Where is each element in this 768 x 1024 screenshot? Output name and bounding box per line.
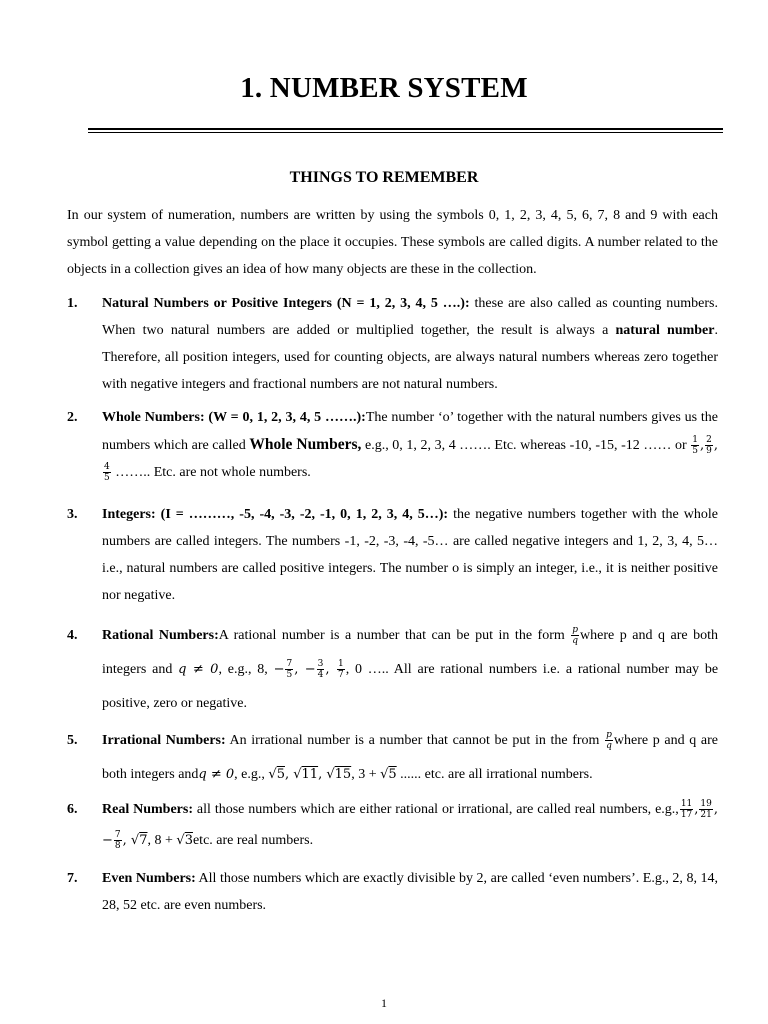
- item-text: , 3 +: [351, 767, 381, 782]
- list-item-whole-numbers: [67, 404, 718, 486]
- item-body: Irrational Numbers: An irrational number is a number that cannot be put in the from $\frac{p}{q}$ where p and q are both integers andq ≠ 0, e.g., √5, √11, √15, 3 + √5 ...... etc. are all irrational numbers.: [102, 730, 718, 782]
- item-text: where p and q are both integers and: [102, 733, 718, 782]
- title-divider-thin: [88, 132, 723, 133]
- item-number: 4.: [67, 628, 78, 643]
- square-root: √5: [380, 767, 397, 782]
- fraction: $\frac{1}{5}$: [692, 435, 698, 457]
- item-body: [102, 865, 718, 919]
- item-heading: Whole Numbers: (W = 0, 1, 2, 3, 4, 5 …….):: [102, 410, 366, 425]
- fraction: $\frac{11}{17}$: [680, 799, 693, 821]
- fraction: $\frac{1}{7}$: [337, 659, 344, 681]
- list-item-real-numbers: [67, 794, 718, 856]
- fraction: $\frac{4}{5}$: [104, 462, 110, 484]
- item-body: Whole Numbers: (W = 0, 1, 2, 3, 4, 5 …….):The number ‘o’ together with the natural numbers gives us the numbers which are called Whole Numbers, e.g., 0, 1, 2, 3, 4 ……. Etc. whereas -10, -15, -12 …… or $\frac{1}{5}$ , $\frac{2}{9}$ , $\frac{4}{5}$ …….. Etc. are not whole numbers.: [102, 410, 718, 484]
- item-number: 1.: [67, 296, 78, 311]
- item-heading: Rational Numbers:: [102, 628, 219, 643]
- item-body: [102, 501, 718, 609]
- fraction: $\frac{19}{21}$: [700, 799, 712, 821]
- item-text: A rational number is a number that can be put in the form: [218, 628, 571, 643]
- item-text: The number ‘o’ together with the natural numbers gives us the numbers which are called: [102, 410, 718, 453]
- item-text: . Therefore, all position integers, used for counting objects, are always natural numbers whereas zero together with negative integers and fractional numbers are not natural numbers.: [102, 323, 718, 392]
- item-text: all those numbers which are either rational or irrational, are called real numbers, e.g.,: [193, 802, 679, 817]
- list-item-irrational-numbers: [67, 724, 718, 792]
- list-item-integers: [67, 501, 718, 609]
- item-heading: Integers: (I = ………, -5, -4, -3, -2, -1, 0, 1, 2, 3, 4, 5…):: [102, 507, 449, 522]
- item-text: , 8 +: [147, 833, 177, 848]
- item-bold-term: natural number: [615, 323, 715, 338]
- item-number: 2.: [67, 410, 78, 425]
- math-expression: q ≠ 0: [198, 767, 235, 782]
- item-number: 7.: [67, 871, 78, 886]
- square-root: √5: [268, 767, 285, 782]
- item-text: An irrational number is a number that cannot be put in the from: [225, 733, 605, 748]
- item-text: etc. are real numbers.: [192, 833, 314, 848]
- item-number: 3.: [67, 507, 78, 522]
- item-text: , e.g.,: [234, 767, 269, 782]
- square-root: √7: [130, 833, 148, 848]
- item-text: these are also called as counting numbers. When two natural numbers are added or multiplied together, the result is always a: [102, 296, 719, 338]
- fraction-p-over-q: $\frac{p}{q}$: [572, 625, 579, 647]
- item-heading: Natural Numbers or Positive Integers (N = 1, 2, 3, 4, 5 ….):: [102, 296, 470, 311]
- square-root: √11: [293, 767, 319, 782]
- item-heading: Even Numbers:: [102, 871, 196, 886]
- fraction: $\frac{3}{4}$: [317, 659, 324, 681]
- item-text: ...... etc. are all irrational numbers.: [396, 767, 593, 782]
- list-item-natural-numbers: [67, 290, 718, 398]
- item-text: e.g., 0, 1, 2, 3, 4 ……. Etc. whereas -10, -15, -12 …… or: [361, 438, 691, 453]
- page-title: 1. NUMBER SYSTEM: [240, 72, 528, 104]
- item-text: where p and q are both integers and: [102, 628, 718, 677]
- item-body: Rational Numbers:A rational number is a number that can be put in the form $\frac{p}{q}$ where p and q are both integers and q ≠ 0, e.g., 8, − $\frac{7}{5}$ , − $\frac{3}{4}$ , $\frac{1}{7}$ , 0 ….. All are rational numbers i.e. a rational number may be positive, zero or negative.: [102, 625, 719, 711]
- title-divider-thick: [88, 128, 723, 130]
- item-number: 5.: [67, 733, 78, 748]
- item-bold-term: Whole Numbers,: [249, 436, 362, 453]
- fraction: $\frac{7}{8}$: [114, 830, 121, 852]
- item-body: [102, 290, 718, 398]
- item-body: Real Numbers: all those numbers which are either rational or irrational, are called real numbers, e.g., $\frac{11}{17}$ , $\frac{19}{21}$ , − $\frac{7}{8}$ , √7, 8 + √3etc. are real numbers.: [102, 799, 718, 852]
- list-item-rational-numbers: [67, 619, 718, 721]
- square-root: √15: [326, 767, 352, 782]
- item-heading: Irrational Numbers:: [102, 733, 226, 748]
- fraction: $\frac{7}{5}$: [286, 659, 293, 681]
- item-number: 6.: [67, 802, 78, 817]
- item-text: , 0 ….. All are rational numbers i.e. a rational number may be positive, zero or negative.: [102, 662, 719, 711]
- section-heading: THINGS TO REMEMBER: [289, 169, 479, 186]
- page-number: 1: [381, 996, 387, 1010]
- intro-paragraph: In our system of numeration, numbers are written by using the symbols 0, 1, 2, 3, 4, 5, 6, 7, 8 and 9 with each symbol getting a value depending on the place it occupies. These symbols are called digits. A number related to the objects in a collection gives an idea of how many objects are these in the collection.: [67, 208, 718, 277]
- item-text: the negative numbers together with the whole numbers are called integers. The numbers -1, -2, -3, -4, -5… are called negative integers and 1, 2, 3, 4, 5… i.e., natural numbers are called positive integers. The number o is simply an integer, i.e., it is neither positive nor negative.: [102, 507, 718, 603]
- item-text: All those numbers which are exactly divisible by 2, are called ‘even numbers’. E.g., 2, 8, 14, 28, 52 etc. are even numbers.: [102, 871, 718, 913]
- fraction-p-over-q: $\frac{p}{q}$: [606, 730, 612, 752]
- item-heading: Real Numbers:: [102, 802, 194, 817]
- math-expression: q ≠ 0: [178, 662, 219, 677]
- item-text: , e.g., 8,: [218, 662, 274, 677]
- list-item-even-numbers: [67, 865, 718, 919]
- square-root: √3: [176, 833, 193, 848]
- fraction: $\frac{2}{9}$: [706, 435, 712, 457]
- item-text: …….. Etc. are not whole numbers.: [111, 465, 311, 480]
